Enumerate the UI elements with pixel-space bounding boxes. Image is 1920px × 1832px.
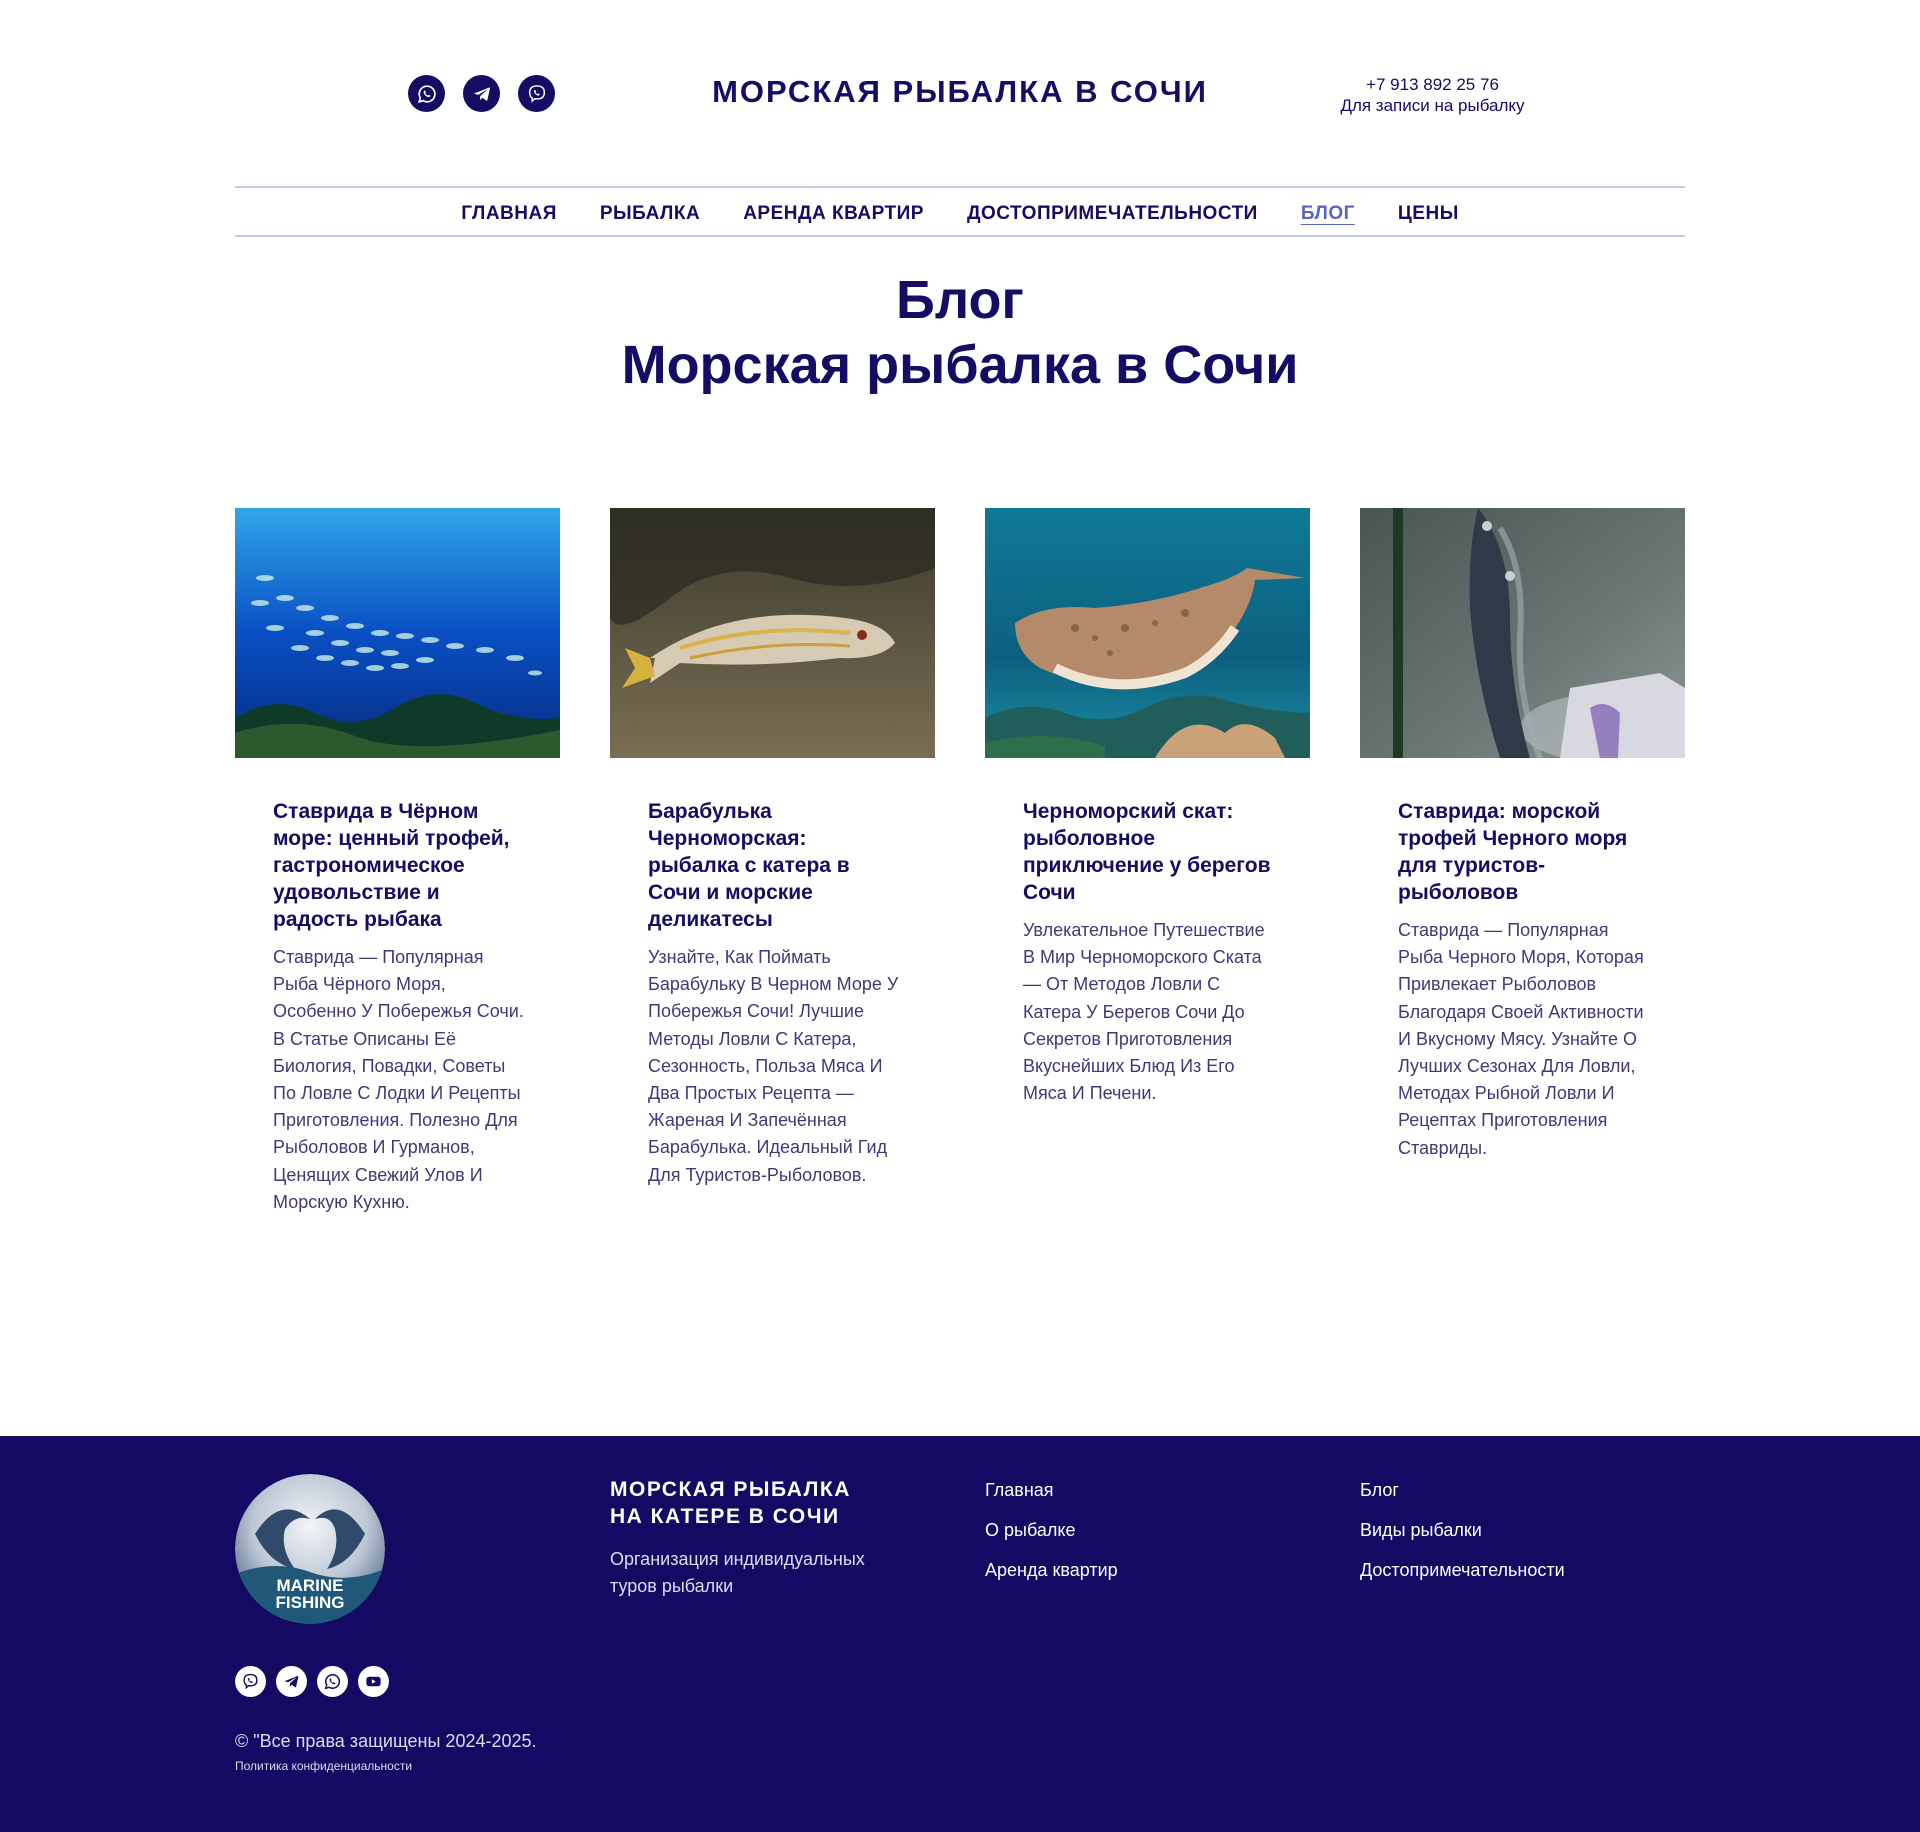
post-image-red-mullet[interactable] [610, 508, 935, 758]
blog-card[interactable] [985, 508, 1310, 1216]
post-image-caught-fish[interactable] [1360, 508, 1685, 758]
footer-link-about-fishing[interactable]: О рыбалке [985, 1520, 1076, 1540]
footer-link-blog[interactable]: Блог [1360, 1480, 1399, 1500]
blog-card[interactable] [235, 508, 560, 1216]
logo-text-line2: FISHING [275, 1593, 345, 1612]
post-excerpt: Ставрида — Популярная Рыба Черного Моря, Которая Привлекает Рыболовов Благодаря Своей Активности И Вкусному Мясу. Узнайте О Лучших Сезонах Для Ловли, Методах Рыбной Ловли И Рецептах Приготовления Ставриды. [1398, 920, 1644, 1158]
post-title[interactable]: Барабулька Черноморская: рыбалка с катера в Сочи и морские деликатесы [648, 800, 850, 931]
footer-link-fishing-types[interactable]: Виды рыбалки [1360, 1520, 1482, 1540]
youtube-icon[interactable] [358, 1666, 389, 1697]
page-heading [0, 268, 1920, 398]
blog-card[interactable] [610, 508, 935, 1216]
page-heading-line2: Морская рыбалка в Сочи [621, 335, 1299, 395]
footer-brand-line2: НА КАТЕРЕ В СОЧИ [610, 1505, 840, 1528]
nav-item-sights[interactable]: ДОСТОПРИМЕЧАТЕЛЬНОСТИ [966, 202, 1258, 224]
footer-link-apartments[interactable]: Аренда квартир [985, 1560, 1118, 1580]
post-excerpt: Узнайте, Как Поймать Барабульку В Черном Море У Побережья Сочи! Лучшие Методы Ловли С Катера, Сезонность, Польза Мяса И Два Простых Рецепта — Жареная И Запечённая Барабулька. Идеальный Гид Для Туристов-Рыболовов. [648, 947, 899, 1185]
blog-card[interactable] [1360, 508, 1685, 1216]
post-image-school-of-fish[interactable] [235, 508, 560, 758]
contact-block [1300, 74, 1565, 116]
footer-description: Организация индивидуальных туров рыбалки [610, 1549, 865, 1596]
footer-brand [610, 1476, 851, 1530]
nav-item-prices[interactable]: ЦЕНЫ [1397, 202, 1459, 224]
site-title[interactable]: МОРСКАЯ РЫБАЛКА В СОЧИ [712, 74, 1208, 109]
phone-link[interactable]: +7 913 892 25 76 [1366, 75, 1499, 94]
footer-social-icons [235, 1666, 389, 1697]
blog-post-list [235, 508, 1685, 1216]
privacy-policy-link[interactable]: Политика конфиденциальности [235, 1759, 413, 1773]
viber-icon[interactable] [235, 1666, 266, 1697]
site-footer [0, 1436, 1920, 1832]
post-title[interactable]: Черноморский скат: рыболовное приключение у берегов Сочи [1023, 800, 1271, 904]
footer-link-home[interactable]: Главная [985, 1480, 1054, 1500]
nav-item-blog[interactable]: БЛОГ [1300, 202, 1355, 224]
post-image-stingray[interactable] [985, 508, 1310, 758]
footer-links-col1 [985, 1480, 1118, 1580]
nav-item-apartments[interactable]: АРЕНДА КВАРТИР [743, 202, 924, 224]
logo-text-line1: MARINE [276, 1576, 344, 1595]
footer-brand-line1: МОРСКАЯ РЫБАЛКА [610, 1478, 851, 1501]
post-title[interactable]: Ставрида в Чёрном море: ценный трофей, гастрономическое удовольствие и радость рыбака [273, 800, 510, 931]
post-title[interactable]: Ставрида: морской трофей Черного моря для туристов-рыболовов [1398, 800, 1628, 904]
post-excerpt: Увлекательное Путешествие В Мир Черноморского Ската — От Методов Ловли С Катера У Берегов Сочи До Секретов Приготовления Вкуснейших Блюд Из Его Мяса И Печени. [1023, 920, 1265, 1104]
whatsapp-icon[interactable] [317, 1666, 348, 1697]
marine-fishing-logo[interactable] [235, 1474, 385, 1624]
copyright-text: © "Все права защищены 2024-2025. [235, 1731, 537, 1751]
nav-item-home[interactable]: ГЛАВНАЯ [461, 202, 557, 224]
main-nav [235, 186, 1685, 237]
footer-links-col2 [1360, 1480, 1565, 1580]
page-heading-line1: Блог [896, 270, 1024, 330]
footer-link-sights[interactable]: Достопримечательности [1360, 1560, 1565, 1580]
phone-caption: Для записи на рыбалку [1340, 96, 1525, 115]
post-excerpt: Ставрида — Популярная Рыба Чёрного Моря, Особенно У Побережья Сочи. В Статье Описаны Её Биология, Повадки, Советы По Ловле С Лодки И Рецепты Приготовления. Полезно Для Рыболовов И Гурманов, Ценящих Свежий Улов И Морскую Кухню. [273, 947, 524, 1212]
telegram-icon[interactable] [276, 1666, 307, 1697]
nav-item-fishing[interactable]: РЫБАЛКА [599, 202, 701, 224]
